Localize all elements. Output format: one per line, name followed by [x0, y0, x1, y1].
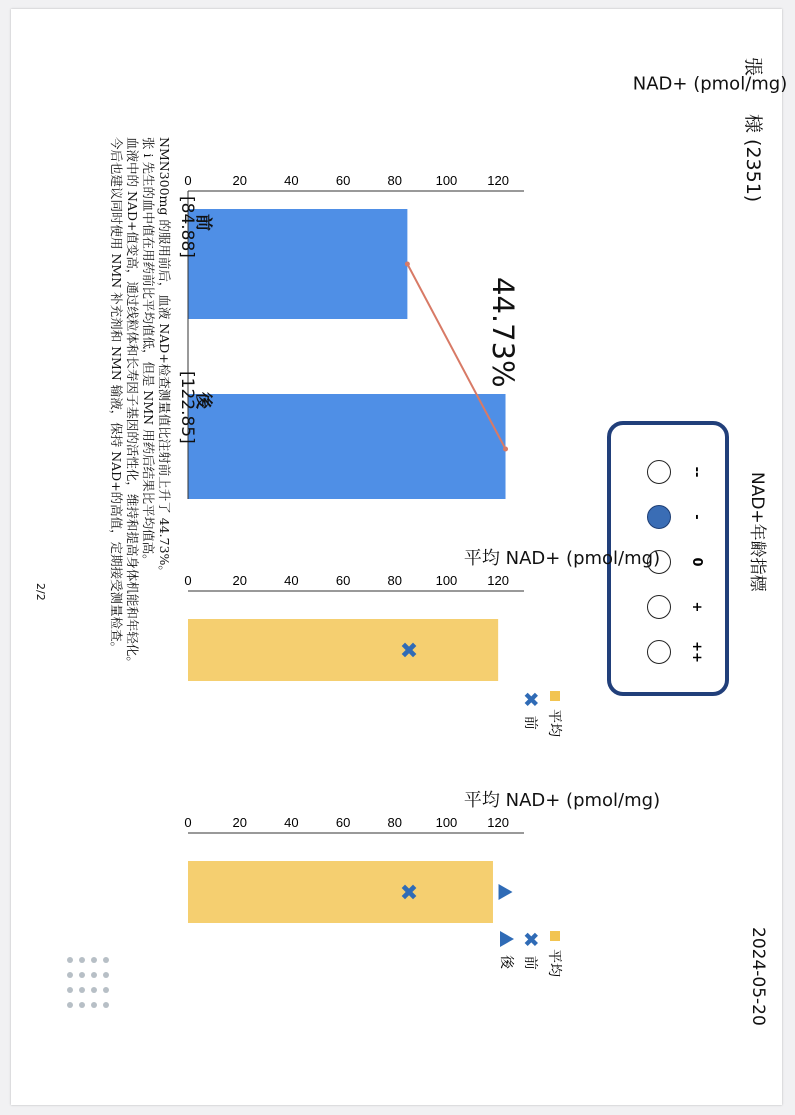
axis-tick-label: 100: [435, 173, 458, 188]
avg-chart-1-title: 平均 NAD+ (pmol/mg): [463, 548, 661, 569]
decorative-dot: [79, 957, 85, 963]
bar-after: [188, 394, 506, 499]
axis-tick-label: 100: [435, 815, 458, 830]
axis-tick-label: 60: [335, 573, 351, 588]
decorative-dot: [67, 972, 73, 978]
report-date: 2024-05-20: [748, 927, 768, 1026]
note-line: 血液中的 NAD+值变高，通过线粒体和长寿因子基因的活性化，维持和提高身体机能和年轻化。: [125, 137, 140, 669]
decorative-dot: [91, 987, 97, 993]
axis-tick-label: 120: [487, 173, 510, 188]
axis-tick-label: 0: [184, 815, 192, 830]
legend-after-label: 後: [498, 955, 514, 969]
decorative-dot-grid: [62, 954, 112, 1014]
axis-tick-label: 0: [184, 173, 192, 188]
avg2-after-marker: [499, 884, 513, 900]
decorative-dot: [103, 987, 109, 993]
note-line: NMN300mg 的服用前后，血液 NAD+检查测量值比注射前上升了 44.73%。: [157, 137, 172, 578]
decorative-dot: [79, 972, 85, 978]
label-before-value: [84.88]: [177, 196, 197, 258]
triangle-icon: [500, 931, 514, 947]
label-after: 後: [193, 392, 213, 409]
rotated-page-content: [11, 9, 788, 1105]
age-level-selected-dot: [647, 505, 671, 529]
axis-tick-label: 20: [232, 173, 247, 188]
decorative-dot: [103, 972, 109, 978]
axis-tick-label: 80: [387, 573, 403, 588]
legend-before: [519, 931, 543, 977]
axis-tick-label: 40: [284, 173, 299, 188]
avg1-legend: [519, 691, 567, 737]
avg2-before-marker: ✖: [394, 882, 420, 902]
cross-icon: ✖: [519, 691, 543, 708]
decorative-dot: [91, 1002, 97, 1008]
legend-average: [543, 691, 567, 737]
axis-tick-label: 40: [284, 815, 299, 830]
note-line: 今后也建议同时使用 NMN 补充剂和 NMN 输液，保持 NAD+的高值，定期接受测量检查。: [109, 137, 124, 655]
change-percentage: 44.73%: [486, 277, 520, 388]
legend-before-label: 前: [522, 715, 538, 730]
axis-tick-label: 60: [335, 173, 351, 188]
avg-chart-2-title: 平均 NAD+ (pmol/mg): [463, 790, 661, 811]
axis-tick-label: 40: [284, 573, 299, 588]
label-before: 前: [193, 214, 213, 231]
age-level-dot: [647, 640, 671, 664]
age-level-4: [647, 592, 704, 622]
legend-square-icon: [550, 691, 560, 701]
avg-bar-chart-2: [182, 811, 552, 941]
avg-bar-chart-1: [182, 569, 552, 699]
note-line: 张 i 先生的血中值在用药前比平均值低，但是 NMN 用药后结果比平均值高。: [141, 137, 156, 567]
axis-tick-label: 20: [232, 573, 247, 588]
axis-tick-label: 100: [435, 573, 458, 588]
decorative-dot: [91, 972, 97, 978]
decorative-dot: [103, 957, 109, 963]
connector-point-before: [405, 262, 410, 267]
axis-tick-label: 120: [487, 815, 510, 830]
avg2-legend: [495, 931, 567, 977]
label-after-value: [122.85]: [177, 371, 197, 444]
decorative-dot: [67, 957, 73, 963]
legend-average-label: 平均: [546, 709, 562, 737]
avg1-before-marker: ✖: [394, 640, 420, 660]
page-number: 2/2: [34, 583, 47, 601]
legend-square-icon: [550, 931, 560, 941]
age-level-label: --: [689, 466, 704, 478]
bar-before: [188, 209, 407, 319]
decorative-dot: [79, 987, 85, 993]
main-chart-title: NAD+ (pmol/mg): [632, 73, 788, 95]
age-index-title: NAD+年齢指標: [747, 472, 767, 592]
axis-tick-label: 80: [387, 815, 403, 830]
age-level-dot: [647, 595, 671, 619]
legend-after: [495, 931, 519, 977]
axis-tick-label: 0: [184, 573, 192, 588]
age-level-5: [647, 637, 704, 667]
avg2-average-bar: [188, 861, 493, 923]
decorative-dot: [91, 957, 97, 963]
age-level-label: -: [689, 514, 704, 520]
legend-before: [519, 691, 543, 737]
patient-name: 張 様 (2351): [742, 57, 764, 203]
decorative-dot: [67, 987, 73, 993]
legend-average-label: 平均: [546, 949, 562, 977]
connector-point-after: [503, 447, 508, 452]
age-level-2: [647, 502, 704, 532]
age-level-1: [647, 457, 704, 487]
age-level-label: 0: [689, 557, 704, 567]
decorative-dot: [67, 1002, 73, 1008]
axis-tick-label: 60: [335, 815, 351, 830]
document-page: [11, 9, 788, 1105]
avg1-average-bar: [188, 619, 498, 681]
axis-tick-label: 20: [232, 815, 247, 830]
age-level-label: ++: [689, 641, 704, 663]
decorative-dot: [79, 1002, 85, 1008]
axis-tick-label: 80: [387, 173, 403, 188]
decorative-dot: [103, 1002, 109, 1008]
legend-before-label: 前: [522, 955, 538, 970]
cross-icon: ✖: [519, 931, 543, 948]
summary-note: [108, 137, 172, 757]
age-level-label: +: [689, 601, 704, 613]
legend-average: [543, 931, 567, 977]
axis-tick-label: 120: [487, 573, 510, 588]
age-level-dot: [647, 460, 671, 484]
